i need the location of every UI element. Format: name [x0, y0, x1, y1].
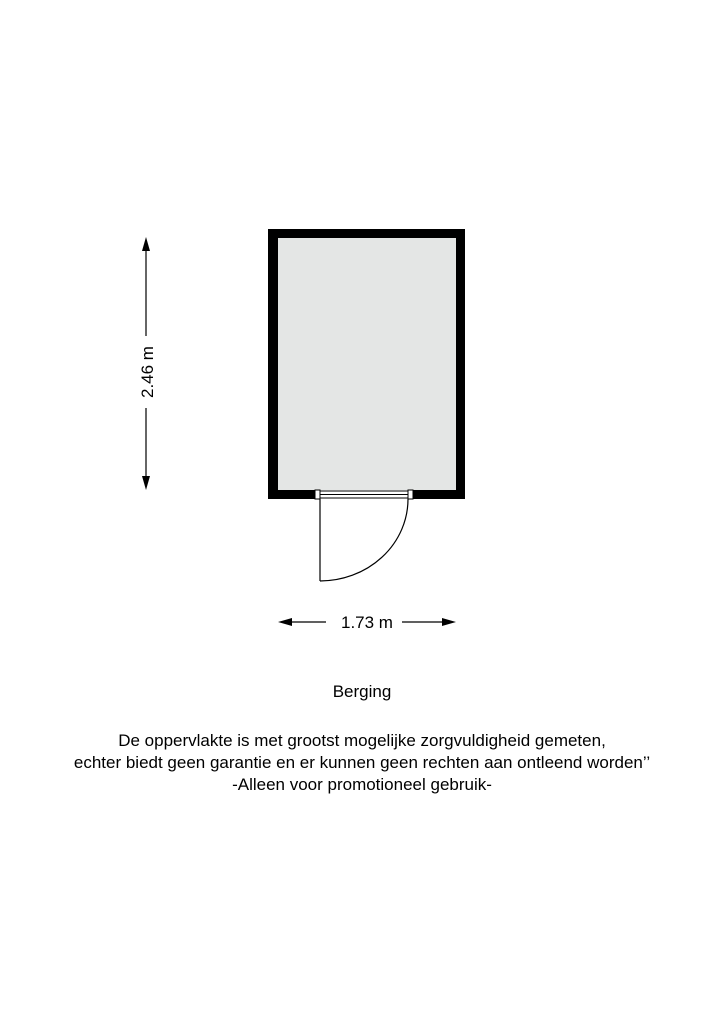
wall-top: [268, 229, 465, 238]
width-dimension: [278, 613, 456, 632]
disclaimer-line-1: De oppervlakte is met grootst mogelijke zorgvuldigheid gemeten,: [118, 731, 606, 750]
disclaimer-line-3: -Alleen voor promotioneel gebruik-: [232, 775, 492, 794]
width-label: 1.73 m: [341, 613, 393, 632]
wall-bottom-left: [268, 490, 315, 499]
door-frame: [315, 490, 413, 499]
arrow-left-icon: [278, 618, 292, 626]
room-name: Berging: [332, 682, 392, 701]
arrow-down-icon: [142, 476, 150, 490]
wall-left: [268, 229, 278, 499]
height-label: 2.46 m: [138, 346, 157, 398]
disclaimer-line-2: echter biedt geen garantie en er kunnen geen rechten aan ontleend worden’’: [73, 753, 651, 772]
arrow-up-icon: [142, 237, 150, 251]
arrow-right-icon: [442, 618, 456, 626]
room-floor: [278, 238, 456, 490]
wall-right: [456, 229, 465, 499]
disclaimer: [0, 730, 724, 796]
door-swing-arc: [320, 499, 408, 581]
height-dimension: [138, 237, 157, 490]
wall-bottom-right: [413, 490, 465, 499]
